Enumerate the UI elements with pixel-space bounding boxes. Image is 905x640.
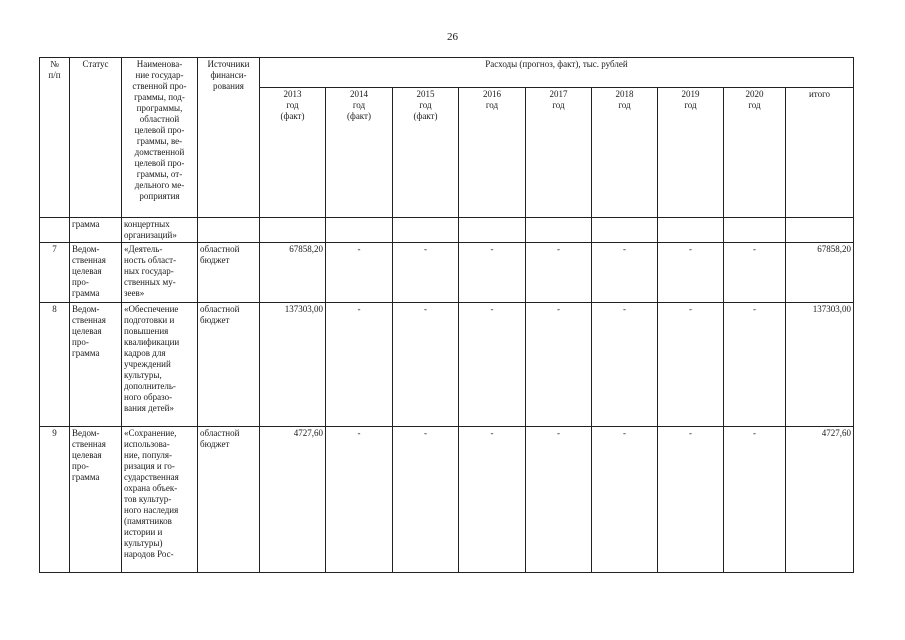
row-value-2014: - [326, 243, 393, 303]
header-year-2020: 2020 год [724, 88, 786, 218]
row-status: Ведом- ственная целевая про- грамма [70, 427, 122, 573]
row-funding-source: областной бюджет [198, 427, 260, 573]
row-value-2017: - [526, 303, 592, 427]
header-year-2014: 2014 год (факт) [326, 88, 393, 218]
row-value-2016: - [459, 427, 526, 573]
header-no: № п/п [40, 58, 70, 218]
page-number: 26 [447, 31, 458, 43]
row-value-2019: - [658, 243, 724, 303]
row-no: 7 [40, 243, 70, 303]
row-no: 8 [40, 303, 70, 427]
header-year-2015: 2015 год (факт) [393, 88, 459, 218]
row-value-2020: - [724, 243, 786, 303]
header-year-2016: 2016 год [459, 88, 526, 218]
header-year-2017: 2017 год [526, 88, 592, 218]
row-value-2017: - [526, 243, 592, 303]
header-year-2018: 2018 год [592, 88, 658, 218]
row-value-2018: - [592, 243, 658, 303]
budget-table [39, 57, 854, 573]
row-value-2019: - [658, 427, 724, 573]
row-status: Ведом- ственная целевая про- грамма [70, 243, 122, 303]
row-program-name: «Сохранение, использова- ние, популя- ризация и го- сударственная охрана объек- тов культур- ного наследия (памятников истории и культуры) народов Рос- [122, 427, 198, 573]
cont-source [198, 218, 260, 243]
cont-no [40, 218, 70, 243]
row-value-2016: - [459, 303, 526, 427]
row-value-total: 4727,60 [786, 427, 854, 573]
row-value-2013: 137303,00 [260, 303, 326, 427]
header-year-2013: 2013 год (факт) [260, 88, 326, 218]
cont-status: грамма [70, 218, 122, 243]
header-row-top [40, 58, 854, 88]
row-program-name: «Обеспечение подготовки и повышения квалификации кадров для учреждений культуры, дополнитель- ного образо- вания детей» [122, 303, 198, 427]
header-funding-source: Источники финанси- рования [198, 58, 260, 218]
row-no: 9 [40, 427, 70, 573]
row-value-2015: - [393, 243, 459, 303]
header-status: Статус [70, 58, 122, 218]
row-value-2014: - [326, 303, 393, 427]
header-total: итого [786, 88, 854, 218]
row-value-2013: 4727,60 [260, 427, 326, 573]
row-value-2020: - [724, 303, 786, 427]
row-program-name: «Деятель- ность област- ных государ- ственных му- зеев» [122, 243, 198, 303]
header-year-2019: 2019 год [658, 88, 724, 218]
row-value-total: 137303,00 [786, 303, 854, 427]
row-value-total: 67858,20 [786, 243, 854, 303]
table-row [40, 243, 854, 303]
header-program-name: Наименова- ние государ- ственной про- граммы, под- программы, областной целевой про- граммы, ве- домственной целевой про- граммы, от- дельного ме- роприятия [122, 58, 198, 218]
row-value-2018: - [592, 303, 658, 427]
cont-name: концертных организаций» [122, 218, 198, 243]
row-value-2019: - [658, 303, 724, 427]
row-status: Ведом- ственная целевая про- грамма [70, 303, 122, 427]
row-value-2016: - [459, 243, 526, 303]
continuation-row [40, 218, 854, 243]
row-funding-source: областной бюджет [198, 243, 260, 303]
row-value-2017: - [526, 427, 592, 573]
table-row [40, 427, 854, 573]
row-value-2015: - [393, 427, 459, 573]
table-row [40, 303, 854, 427]
row-value-2013: 67858,20 [260, 243, 326, 303]
row-funding-source: областной бюджет [198, 303, 260, 427]
row-value-2018: - [592, 427, 658, 573]
header-expenses: Расходы (прогноз, факт), тыс. рублей [260, 58, 854, 88]
row-value-2020: - [724, 427, 786, 573]
row-value-2015: - [393, 303, 459, 427]
row-value-2014: - [326, 427, 393, 573]
